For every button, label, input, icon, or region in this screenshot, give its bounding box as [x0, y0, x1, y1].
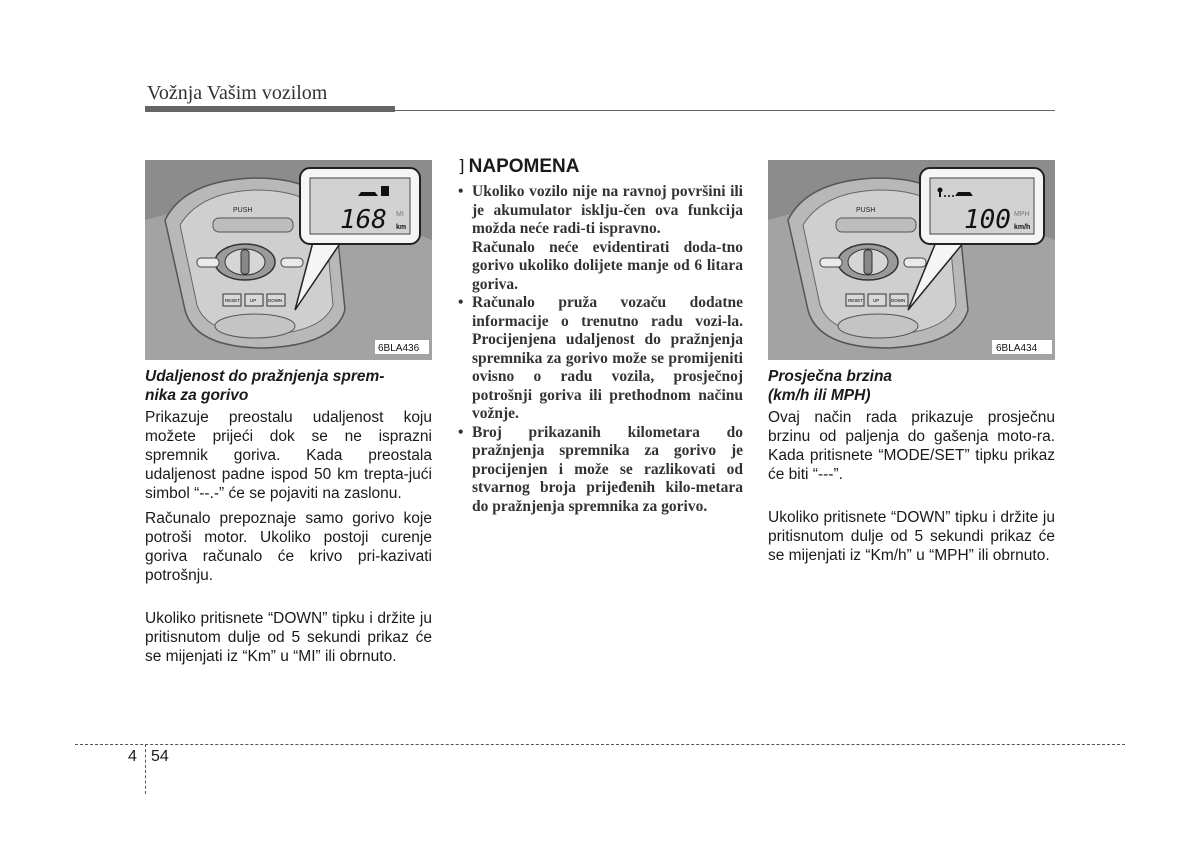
btn-reset-label: RESET	[848, 298, 864, 303]
display-value-right: 100	[964, 205, 1011, 235]
left-caption-line2: nika za gorivo	[145, 387, 249, 404]
header-bar	[145, 106, 395, 112]
footer-rule	[75, 744, 1125, 745]
header-rule	[395, 110, 1055, 111]
btn-reset-label: RESET	[225, 298, 241, 303]
right-para-1: Ovaj način rada prikazuje prosječnu brzinu od paljenja do gašenja moto-ra. Kada pritisnete “MODE/SET” tipku prikaz će biti “---”.	[768, 409, 1055, 483]
page-number: 54	[151, 748, 169, 765]
note-item-1: Ukoliko vozilo nije na ravnoj površini ili je akumulator isklju-čen ova funkcija možda neće radi-ti ispravno.	[472, 183, 743, 237]
unit-bottom-left: km	[396, 224, 407, 231]
page-header-title: Vožnja Vašim vozilom	[147, 82, 328, 104]
right-body	[768, 408, 1055, 565]
figure-code-left: 6BLA436	[378, 343, 420, 354]
btn-up-label: UP	[250, 298, 257, 303]
note-heading	[458, 156, 579, 178]
figure-code-right: 6BLA434	[996, 343, 1038, 354]
display-value-left: 168	[340, 205, 387, 235]
figure-average-speed	[768, 160, 1055, 360]
unit-top-left: MI	[396, 211, 404, 218]
push-label: PUSH	[233, 207, 253, 214]
right-caption-line2: (km/h ili MPH)	[768, 387, 871, 404]
left-caption-line1: Udaljenost do pražnjenja sprem-	[145, 368, 385, 385]
note-item	[457, 294, 743, 424]
push-label: PUSH	[856, 207, 876, 214]
figure-distance-to-empty	[145, 160, 432, 360]
right-caption-line1: Prosječna brzina	[768, 368, 893, 385]
note-bracket: ]	[458, 157, 465, 177]
left-para-3: Ukoliko pritisnete “DOWN” tipku i držite ju pritisnutom dulje od 5 sekundi prikaz će se mijenjati iz “Km” u “MI” ili obrnuto.	[145, 610, 432, 665]
chapter-number: 4	[128, 748, 137, 765]
footer-divider	[145, 744, 146, 794]
left-para-2: Računalo prepoznaje samo gorivo koje potroši motor. Ukoliko postoji curenje goriva računalo će krivo pri-kazivati potrošnju.	[145, 510, 432, 584]
btn-up-label: UP	[873, 298, 880, 303]
note-item	[457, 183, 743, 294]
btn-down-label: DOWN	[891, 298, 906, 303]
btn-down-label: DOWN	[268, 298, 283, 303]
note-item-2: Računalo pruža vozaču dodatne informacije o trenutno radu vozi-la. Procijenjena udaljenost do pražnjenja spremnika za gorivo može se promijeniti ovisno o radu vozila, prosječnoj potrošnji goriva ili prethodnom načinu vožnje.	[472, 294, 743, 422]
left-caption	[145, 367, 435, 405]
note-title: NAPOMENA	[468, 156, 580, 177]
note-item-3: Broj prikazanih kilometara do pražnjenja spremnika za gorivo je procijenjen i može se razlikovati od stvarnog broja prijeđenih kilo-metara do pražnjenja spremnika za gorivo.	[472, 423, 743, 515]
note-item-1-extra: Računalo neće evidentirati doda-tno gorivo ukoliko dolijete manje od 6 litara goriva.	[472, 238, 743, 293]
note-list	[457, 183, 743, 516]
unit-bottom-right: km/h	[1014, 224, 1031, 231]
right-para-2: Ukoliko pritisnete “DOWN” tipku i držite ju pritisnutom dulje od 5 sekundi prikaz će se mijenjati iz “Km/h” u “MPH” ili obrnuto.	[768, 509, 1055, 564]
left-para-1: Prikazuje preostalu udaljenost koju možete prijeći dok se ne isprazni spremnik goriva. Kada preostala udaljenost padne ispod 50 km trepta-jući simbol “--.-” će se pojaviti na zaslonu.	[145, 409, 432, 502]
left-body	[145, 408, 432, 666]
right-caption	[768, 367, 1055, 405]
unit-top-right: MPH	[1014, 211, 1030, 218]
note-item	[457, 424, 743, 517]
